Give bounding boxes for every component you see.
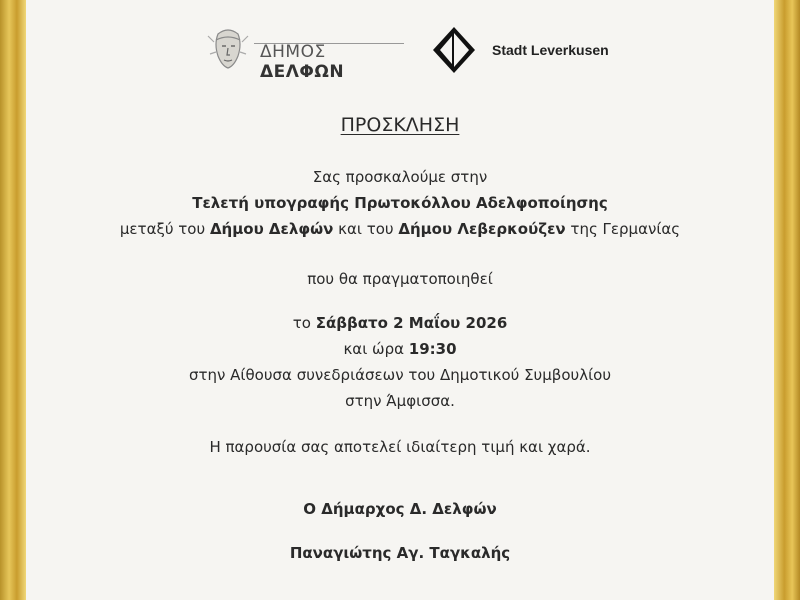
leverkusen-diamond-icon xyxy=(432,26,476,74)
invite-line: Σας προσκαλούμε στην xyxy=(312,168,488,186)
page-title: ΠΡΟΣΚΛΗΣΗ xyxy=(340,114,460,136)
event-time: και ώρα 19:30 xyxy=(343,340,457,358)
takes-place-line: που θα πραγματοποιηθεί xyxy=(307,270,493,288)
event-venue: στην Αίθουσα συνεδριάσεων του Δημοτικού Συμβουλίου xyxy=(188,366,612,384)
charioteer-head-icon xyxy=(204,24,252,72)
leverkusen-logo-text: Stadt Leverkusen xyxy=(492,42,609,58)
invitation-intro xyxy=(0,164,800,242)
between-line: μεταξύ του Δήμου Δελφών και του Δήμου Λεβερκούζεν της Γερμανίας xyxy=(119,220,681,238)
ceremony-name: Τελετή υπογραφής Πρωτοκόλλου Αδελφοποίησης xyxy=(192,194,608,212)
signature-name: Παναγιώτης Αγ. Ταγκαλής xyxy=(289,544,511,562)
event-city: στην Άμφισσα. xyxy=(345,392,455,410)
event-details xyxy=(0,310,800,414)
delphi-logo-text: ΔΗΜΟΣ ΔΕΛΦΩΝ xyxy=(260,42,345,82)
leverkusen-logo xyxy=(432,26,632,74)
closing-line: Η παρουσία σας αποτελεί ιδιαίτερη τιμή και χαρά. xyxy=(209,438,591,456)
signature-role: Ο Δήμαρχος Δ. Δελφών xyxy=(303,500,497,518)
logos-header xyxy=(0,22,800,82)
event-date: το Σάββατο 2 Μαΐου 2026 xyxy=(292,314,508,332)
delphi-municipality-logo xyxy=(204,22,404,82)
